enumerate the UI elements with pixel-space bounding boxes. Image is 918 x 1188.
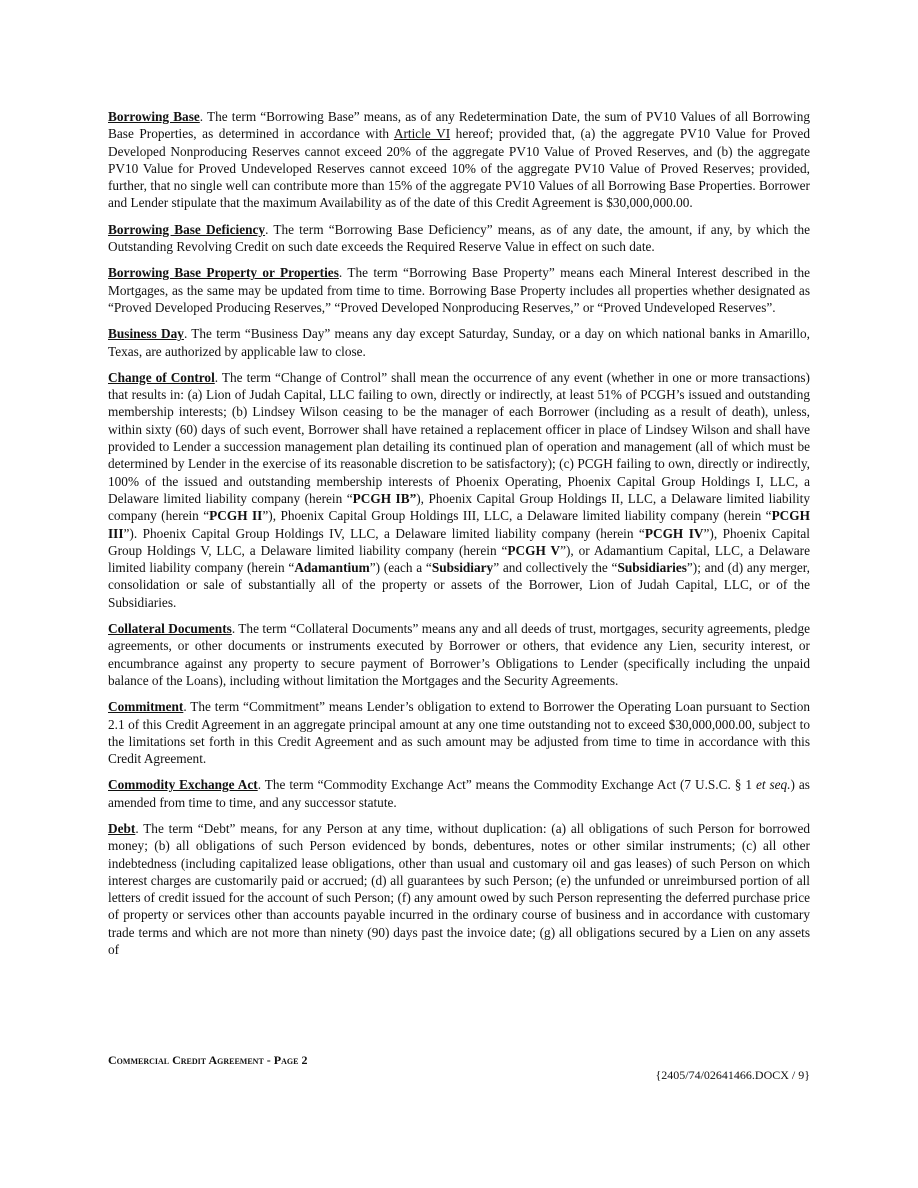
definition-text: ”) (each a “: [369, 560, 432, 576]
footer-page-number: Page 2: [273, 1053, 308, 1067]
emphasized-text: PCGH II: [209, 508, 263, 524]
defined-term: Borrowing Base: [108, 109, 200, 124]
definition-borrowing-base-deficiency: [108, 221, 810, 256]
defined-term: Business Day: [108, 326, 184, 342]
emphasized-text: Subsidiaries: [617, 560, 687, 576]
emphasized-text: PCGH IB”: [352, 490, 417, 506]
definition-change-of-control: [108, 369, 810, 611]
defined-term: Collateral Documents: [108, 621, 232, 637]
emphasized-text: PCGH IV: [644, 525, 704, 541]
definition-text: . The term “Change of Control” shall mean the occurrence of any event (whether in one or more transactions) that results in: (a) Lion of Judah Capital, LLC failing to own, directly or indirectly, at least 51% of PCGH’s issued and outstanding membership interests; (b) Lindsey Wilson ceasing to be the manager of each Borrower (including as a result of death), unless, within sixty (60) days of such event, Borrower shall have retained a replacement officer in place of Lindsey Wilson and shall have provided to Lender a succession management plan detailing its continued plan of operation and management (all of which must be determined by Lender in the exercise of its reasonable discretion to be satisfactory); (c) PCGH failing to own, directly or indirectly, 100% of the issued and outstanding membership interests of Phoenix Operating, Phoenix Capital Group Holdings I, LLC, a Delaware limited liability company (herein “: [108, 369, 810, 506]
emphasized-text: PCGH III: [108, 508, 810, 541]
definition-text: ”), Phoenix Capital Group Holdings III, LLC, a Delaware limited liability company (herein “: [262, 508, 772, 524]
defined-term: Commitment: [108, 699, 184, 715]
definition-commodity-exchange-act: [108, 776, 810, 811]
emphasized-text: PCGH V: [507, 542, 561, 558]
document-body: [108, 108, 810, 967]
definition-text: ”); and (d) any merger, consolidation or sale of substantially all of the property or assets of the Borrower, Lion of Judah Capital, LLC, or of the Subsidiaries.: [108, 560, 811, 610]
footer-agreement-title: Commercial Credit Agreement: [108, 1053, 264, 1067]
definition-text: . The term “Debt” means, for any Person at any time, without duplication: (a) all obligations of such Person for borrowed money; (b) all obligations of such Person evidenced by bonds, debentures, notes or other similar instruments; (c) all other indebtedness (including capitalized lease obligations, other than usual and customary oil and gas leases) of such Person on which interest charges are customarily paid or accrued; (d) all guarantees by such Person; (e) the unfunded or unreimbursed portion of all letters of credit issued for the account of such Person; (f) any amount owed by such Person representing the deferred purchase price of property or services other than accounts payable incurred in the ordinary course of business and in accordance with customary trade terms and which are not more than ninety (90) days past the invoice date; (g) all obligations secured by a Lien on any assets of: [108, 820, 810, 958]
defined-term: Borrowing Base Deficiency: [108, 221, 266, 237]
definition-text: . The term “Commodity Exchange Act” means the Commodity Exchange Act (7 U.S.C. § 1: [257, 777, 756, 793]
emphasized-text: Adamantium: [294, 560, 370, 576]
cross-reference: Article VI: [393, 126, 451, 142]
definition-text: hereof; provided that, (a) the aggregate PV10 Value for Proved Developed Nonproducing Reserves cannot exceed 20% of the aggregate PV10 Value of Proved Reserves, and (b) the aggregate PV10 Value for Proved Undeveloped Reserves cannot exceed 10% of the aggregate PV10 Value of Proved Reserves; provided, further, that no single well can contribute more than 15% of the aggregate PV10 Values of all Borrowing Base Properties. Borrower and Lender stipulate that the maximum Availability as of the date of this Credit Agreement is $30,000,000.00.: [108, 126, 810, 211]
defined-term: Commodity Exchange Act: [108, 777, 258, 793]
emphasized-text: Subsidiary: [431, 560, 494, 576]
footer-document-id: {2405/74/02641466.DOCX / 9}: [655, 1068, 810, 1082]
definition-debt: [108, 820, 810, 958]
definition-text: . The term “Business Day” means any day except Saturday, Sunday, or a day on which national banks in Amarillo, Texas, are authorized by applicable law to close.: [108, 326, 810, 359]
defined-term: Change of Control: [108, 369, 215, 385]
defined-term: Borrowing Base Property or Properties: [108, 265, 339, 281]
defined-term: Debt: [108, 820, 136, 836]
definition-text: . The term “Borrowing Base Property” means each Mineral Interest described in the Mortgages, as the same may be updated from time to time. Borrowing Base Property includes all properties whether designated as “Proved Developed Producing Reserves,” “Proved Developed Nonproducing Reserves,” or “Proved Undeveloped Reserves”.: [108, 265, 810, 315]
definition-text: ), Phoenix Capital Group Holdings II, LLC, a Delaware limited liability company (herein “: [108, 490, 810, 524]
footer-separator: -: [263, 1053, 274, 1067]
definition-collateral-documents: [108, 620, 810, 689]
definition-text: ”), Phoenix Capital Group Holdings V, LLC, a Delaware limited liability company (herein “: [108, 525, 811, 558]
definition-text: ”). Phoenix Capital Group Holdings IV, LLC, a Delaware limited liability company (herein “: [123, 525, 645, 541]
definition-borrowing-base-property: [108, 264, 810, 316]
definition-business-day: [108, 325, 810, 360]
emphasized-text: et seq.: [755, 777, 791, 793]
definition-commitment: [108, 698, 810, 767]
definition-borrowing-base: [108, 108, 810, 212]
definition-text: . The term “Borrowing Base” means, as of any Redetermination Date, the sum of PV10 Values of all Borrowing Base Properties, as determined in accordance with: [108, 109, 810, 142]
definition-text: ) as amended from time to time, and any successor statute.: [108, 777, 810, 810]
definition-text: ” and collectively the “: [493, 560, 618, 576]
definition-text: . The term “Collateral Documents” means any and all deeds of trust, mortgages, security agreements, pledge agreements, or other documents or instruments executed by Borrower or others, that evidence any Lien, security interest, or encumbrance against any property to secure payment of Borrower’s Obligations to Lender (specifically including the unpaid balance of the Loans), including without limitation the Mortgages and the Security Agreements.: [108, 621, 811, 688]
footer-title: [108, 1053, 307, 1068]
definition-text: . The term “Borrowing Base Deficiency” means, as of any date, the amount, if any, by which the Outstanding Revolving Credit on such date exceeds the Required Reserve Value in effect on such date.: [108, 221, 810, 255]
definition-text: . The term “Commitment” means Lender’s obligation to extend to Borrower the Operating Loan pursuant to Section 2.1 of this Credit Agreement in an aggregate principal amount at any one time outstanding not to exceed $30,000,000.00, subject to the limitations set forth in this Credit Agreement and as such amount may be adjusted from time to time in accordance with this Credit Agreement.: [108, 699, 810, 767]
definition-text: ”), or Adamantium Capital, LLC, a Delaware limited liability company (herein “: [108, 542, 810, 576]
